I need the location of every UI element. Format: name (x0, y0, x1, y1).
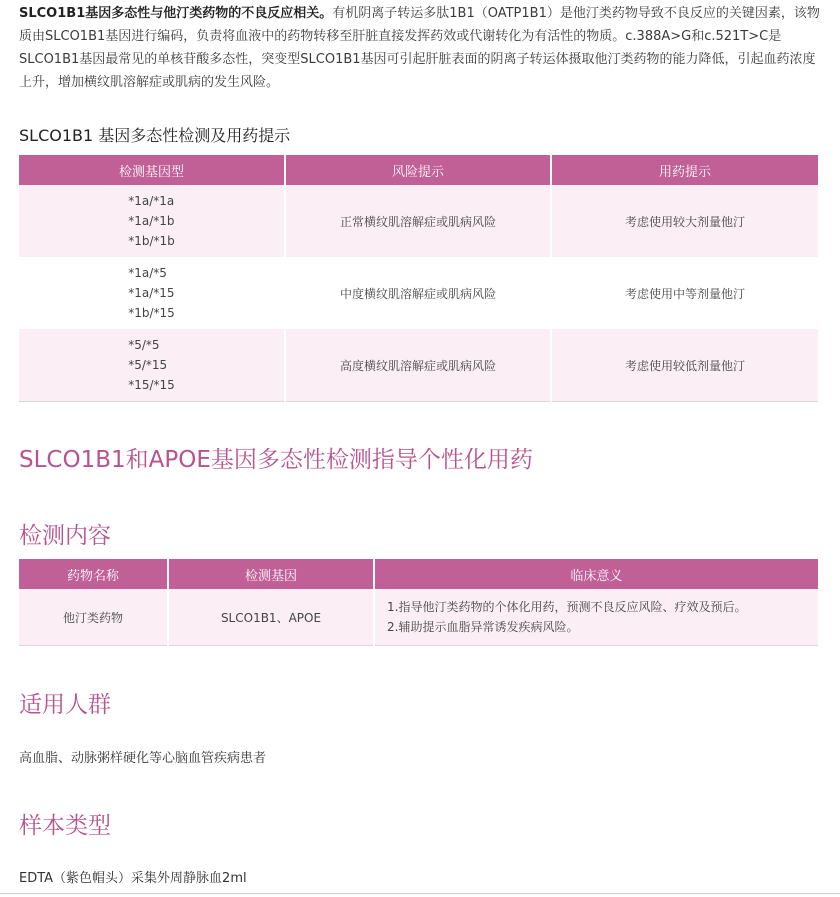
advice-cell: 考虑使用较低剂量他汀 (551, 329, 818, 402)
risk-cell: 正常横纹肌溶解症或肌病风险 (285, 185, 551, 257)
detection-table-header (19, 559, 818, 589)
table-row (19, 329, 818, 402)
population-text: 高血脂、动脉粥样硬化等心脑血管疾病患者 (19, 751, 267, 766)
main-title: SLCO1B1和APOE基因多态性检测指导个性化用药 (19, 447, 533, 473)
genotype-value: *1a/*15 (128, 286, 175, 300)
genotype-table-title: SLCO1B1 基因多态性检测及用药提示 (19, 126, 291, 145)
genotype-value: *1a/*1b (128, 214, 175, 228)
detection-table (19, 559, 818, 646)
genotype-table (19, 155, 818, 402)
drug-cell: 他汀类药物 (19, 589, 168, 646)
genotype-value: *1b/*15 (128, 306, 175, 320)
header-advice: 用药提示 (551, 155, 818, 185)
table-row (19, 589, 818, 646)
advice-cell: 考虑使用较大剂量他汀 (551, 185, 818, 257)
table-row (19, 257, 818, 329)
header-drug: 药物名称 (19, 559, 168, 589)
intro-body: 有机阴离子转运多肽1B1（OATP1B1）是他汀类药物导致不良反应的关键因素，该物质由SLCO1B1基因进行编码，负责将血液中的药物转移至肝脏直接发挥药效或代谢转化为有活性的物质。c.388A>G和c.521T>C是SLCO1B1基因最常见的单核苷酸多态性，突变型SLCO1B1基因可引起肝脏表面的阴离子转运体摄取他汀类药物的能力降低，引起血药浓度上升，增加横纹肌溶解症或肌病的发生风险。 (19, 6, 820, 90)
genotype-cell (19, 185, 285, 257)
meaning-cell (374, 589, 818, 646)
gene-cell: SLCO1B1、APOE (168, 589, 374, 646)
genotype-value: *1b/*1b (128, 234, 175, 248)
intro-lead: SLCO1B1基因多态性与他汀类药物的不良反应相关。 (19, 6, 333, 21)
genotype-value: *1a/*5 (128, 266, 167, 280)
risk-cell: 高度横纹肌溶解症或肌病风险 (285, 329, 551, 402)
population-section-title: 适用人群 (19, 692, 111, 718)
genotype-value: *1a/*1a (128, 194, 175, 208)
header-risk: 风险提示 (285, 155, 551, 185)
genotype-cell (19, 329, 285, 402)
header-genotype: 检测基因型 (19, 155, 285, 185)
risk-cell: 中度横纹肌溶解症或肌病风险 (285, 257, 551, 329)
meaning-line: 2.辅助提示血脂异常诱发疾病风险。 (387, 620, 579, 634)
advice-cell: 考虑使用中等剂量他汀 (551, 257, 818, 329)
intro-paragraph (19, 2, 823, 94)
header-gene: 检测基因 (168, 559, 374, 589)
table-row (19, 185, 818, 257)
bottom-divider (0, 893, 840, 894)
header-meaning: 临床意义 (374, 559, 818, 589)
genotype-cell (19, 257, 285, 329)
meaning-line: 1.指导他汀类药物的个体化用药，预测不良反应风险、疗效及预后。 (387, 600, 747, 614)
genotype-value: *5/*15 (128, 358, 168, 372)
detection-section-title: 检测内容 (19, 523, 111, 549)
genotype-value: *5/*5 (128, 338, 160, 352)
sample-text: EDTA（紫色帽头）采集外周静脉血2ml (19, 871, 247, 886)
genotype-value: *15/*15 (128, 378, 175, 392)
sample-section-title: 样本类型 (19, 813, 111, 839)
genotype-table-header (19, 155, 818, 185)
